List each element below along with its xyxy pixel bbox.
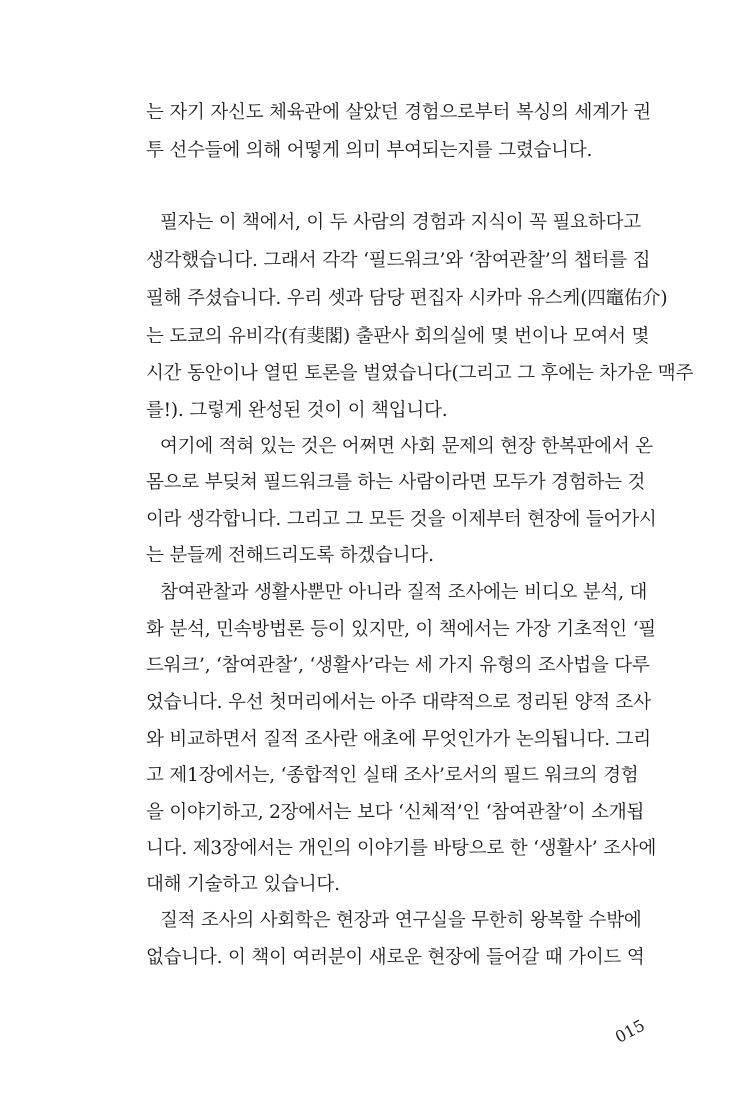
text-line: 을 이야기하고, 2장에서는 보다 ‘신체적’인 ‘참여관찰’이 소개됩 [146,802,645,823]
text-line: 이라 생각합니다. 그리고 그 모든 것을 이제부터 현장에 들어가시 [146,509,657,530]
text-line: 시간 동안이나 열띤 토론을 벌였습니다(그리고 그 후에는 차가운 맥주 [146,363,694,384]
text-line: 는 도쿄의 유비각(有斐閣) 출판사 회의실에 몇 번이나 모여서 몇 [146,326,650,347]
text-line: 고 제1장에서는, ‘종합적인 실태 조사’로서의 필드 워크의 경험 [146,765,639,786]
page-number: 015 [612,1015,648,1047]
text-line: 와 비교하면서 질적 조사란 애초에 무엇인가가 논의됩니다. 그리 [146,729,651,750]
text-line: 는 자기 자신도 체육관에 살았던 경험으로부터 복싱의 세계가 권 [146,102,651,123]
text-line: 드워크’, ‘참여관찰’, ‘생활사’라는 세 가지 유형의 조사법을 다루 [146,655,650,676]
text-line: 필자는 이 책에서, 이 두 사람의 경험과 지식이 꼭 필요하다고 [160,212,641,233]
text-line: 생각했습니다. 그래서 각각 ‘필드워크’와 ‘참여관찰’의 챕터를 집 [146,250,651,271]
text-line: 대해 기술하고 있습니다. [146,874,340,895]
text-line: 여기에 적혀 있는 것은 어쩌면 사회 문제의 현장 한복판에서 온 [160,436,653,457]
text-line: 없습니다. 이 책이 여러분이 새로운 현장에 들어갈 때 가이드 역 [146,947,645,968]
text-line: 화 분석, 민속방법론 등이 있지만, 이 책에서는 가장 기초적인 ‘필 [146,619,656,640]
text-line: 었습니다. 우선 첫머리에서는 아주 대략적으로 정리된 양적 조사 [146,692,651,713]
text-line: 니다. 제3장에서는 개인의 이야기를 바탕으로 한 ‘생활사’ 조사에 [146,838,657,859]
text-line: 투 선수들에 의해 어떻게 의미 부여되는지를 그렸습니다. [146,140,593,161]
text-line: 는 분들께 전해드리도록 하겠습니다. [146,545,434,566]
text-line: 를!). 그렇게 완성된 것이 이 책입니다. [146,400,448,421]
text-line: 참여관찰과 생활사뿐만 아니라 질적 조사에는 비디오 분석, 대 [160,582,648,603]
text-line: 몸으로 부딪쳐 필드워크를 하는 사람이라면 모두가 경험하는 것 [146,472,646,493]
text-line: 질적 조사의 사회학은 현장과 연구실을 무한히 왕복할 수밖에 [160,910,642,931]
text-line: 필해 주셨습니다. 우리 셋과 담당 편집자 시카마 유스케(四竈佑介) [146,288,668,309]
